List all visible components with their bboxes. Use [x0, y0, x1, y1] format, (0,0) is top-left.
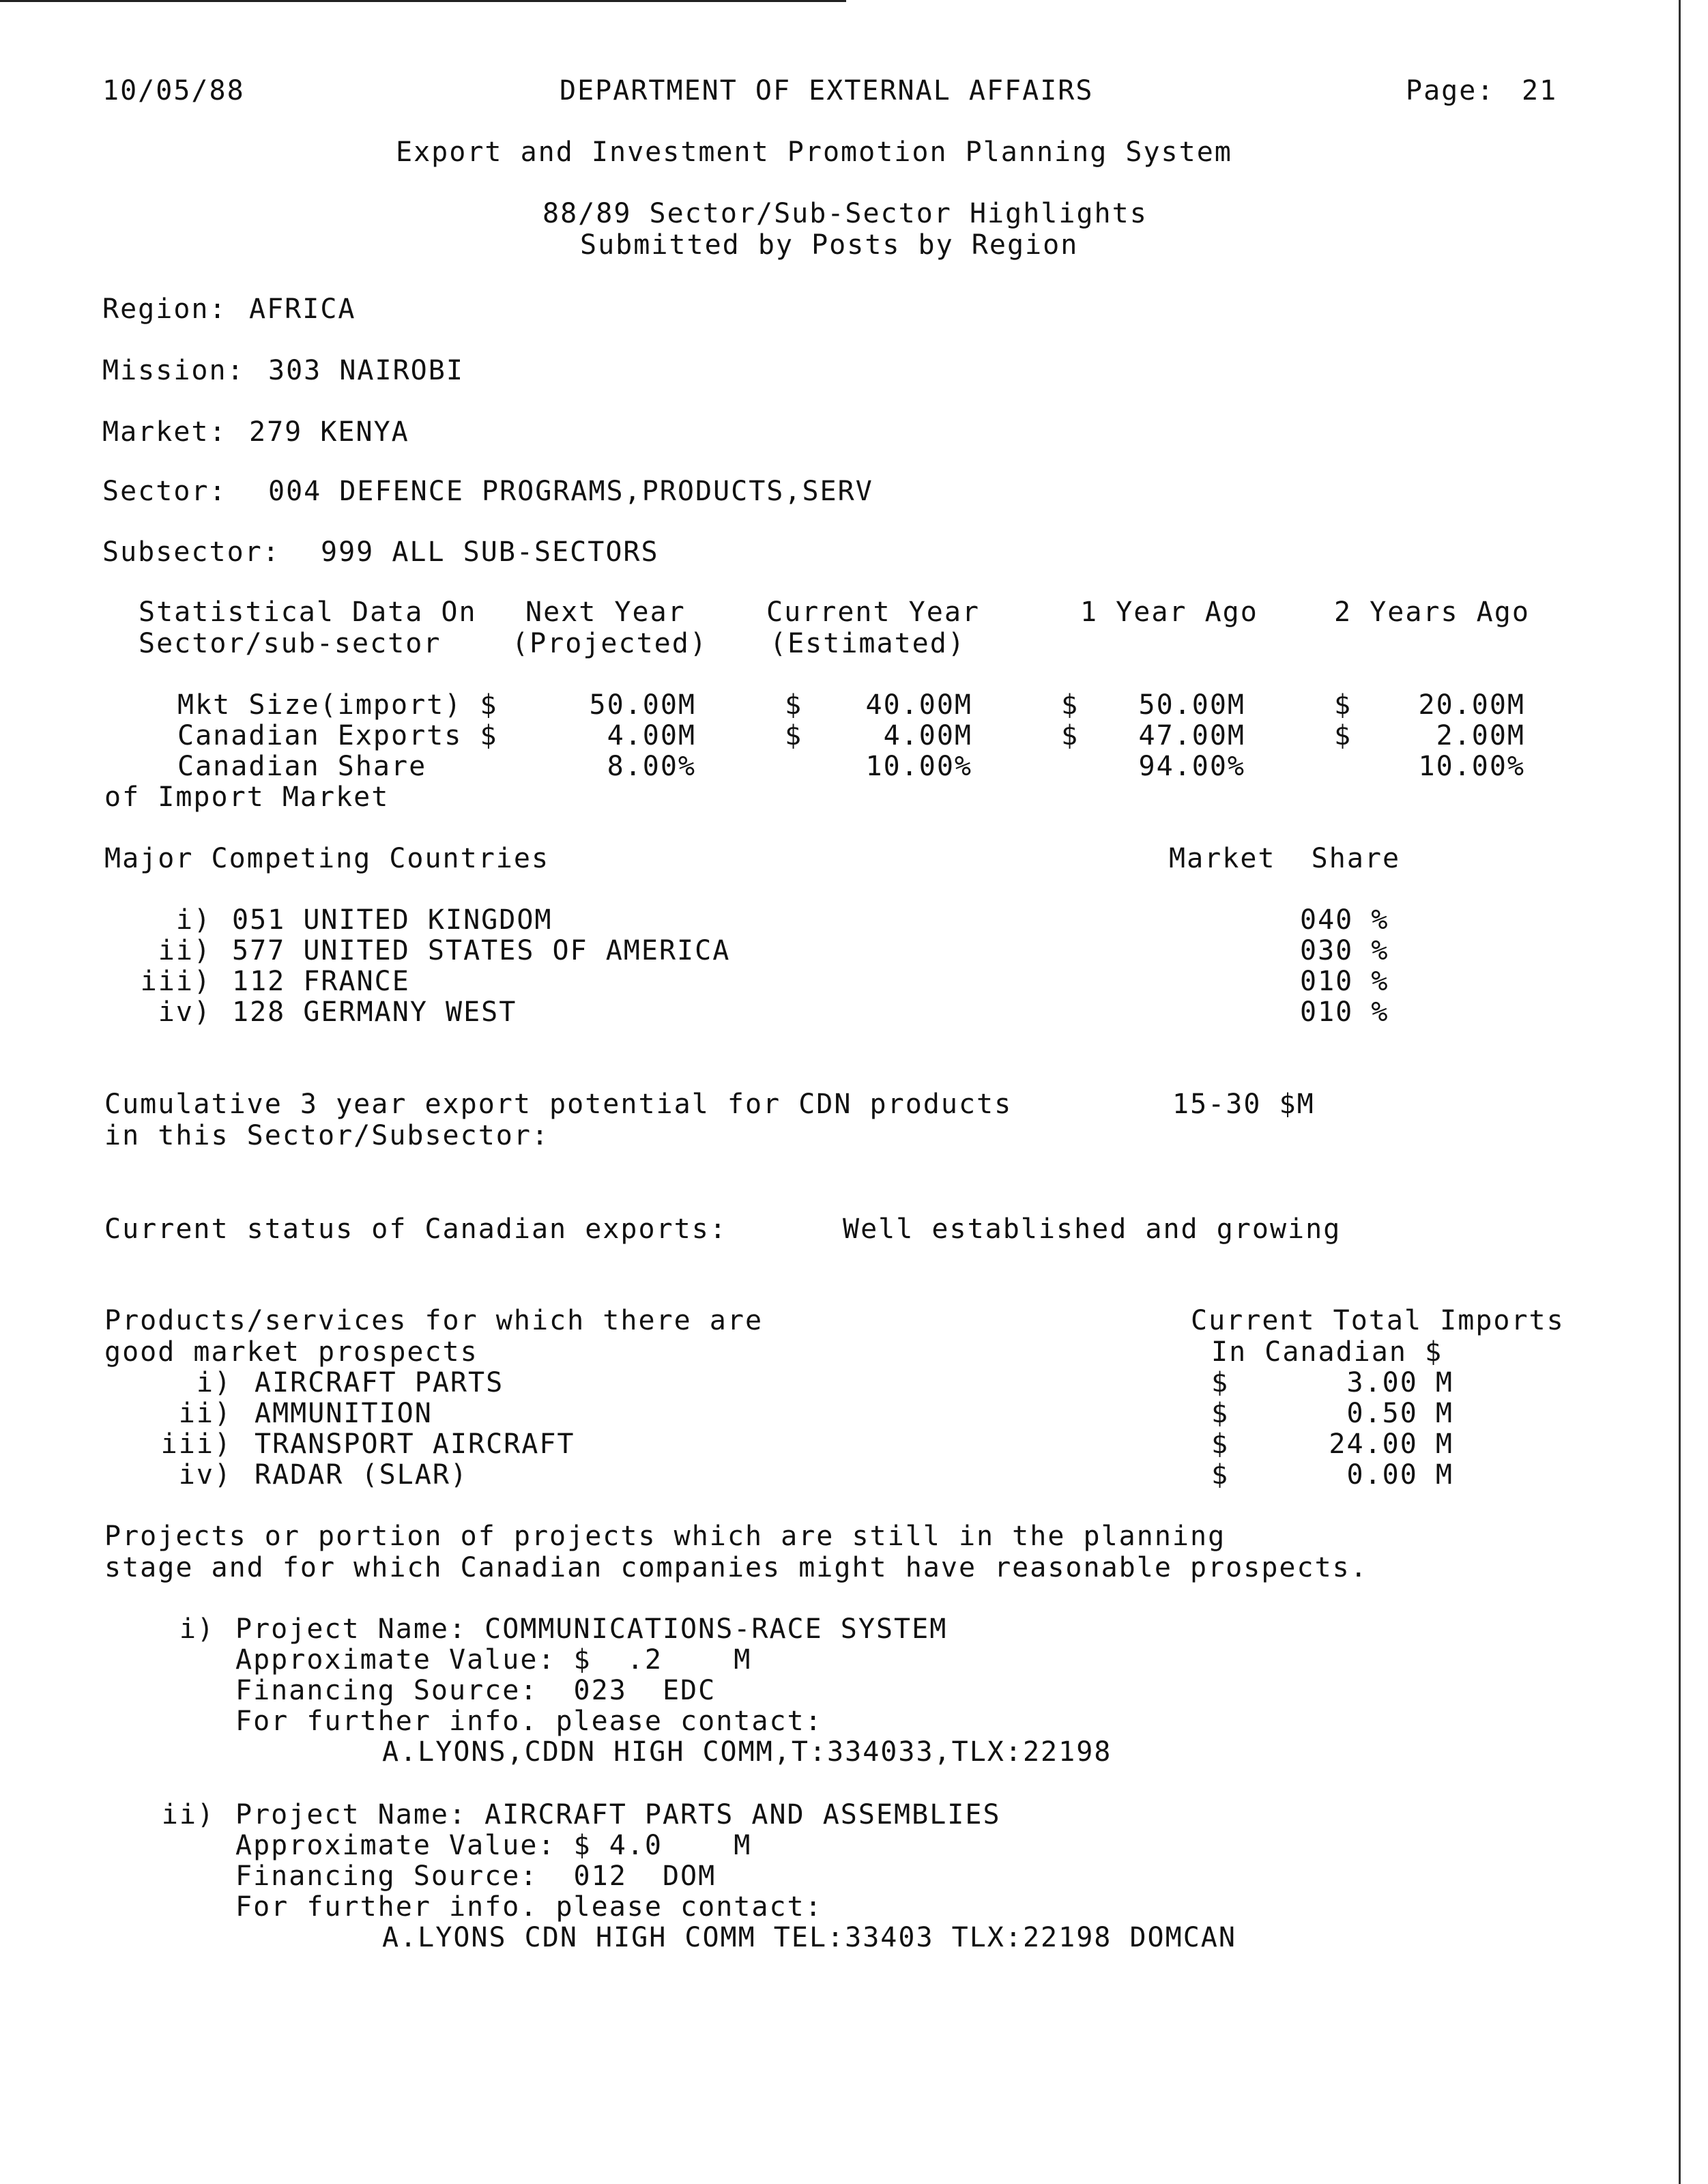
stats-cell-currency: $: [785, 689, 803, 721]
product-import-value: 3.00 M: [1346, 1367, 1453, 1398]
region-label: Region:: [102, 293, 227, 325]
product-number: iv): [178, 1459, 232, 1491]
stats-cell-currency: $: [1334, 689, 1352, 721]
product-currency: $: [1211, 1428, 1230, 1460]
export-potential-label-cont: in this Sector/Subsector:: [104, 1120, 550, 1151]
stats-cell-currency: $: [1334, 720, 1352, 751]
competitor-name: 112 FRANCE: [232, 966, 410, 997]
stats-cell-current-year: 4.00M: [883, 720, 972, 751]
stats-header-sector: Sector/sub-sector: [139, 628, 442, 659]
project-financing: Financing Source: 023 EDC: [235, 1675, 717, 1706]
competitor-share: 030 %: [1300, 935, 1389, 966]
imports-heading: Current Total Imports: [1191, 1305, 1565, 1336]
system-title: Export and Investment Promotion Planning System: [396, 136, 1232, 168]
stats-cell-current-year: 10.00%: [865, 751, 972, 782]
page-number: 21: [1522, 75, 1558, 106]
product-name: AIRCRAFT PARTS: [255, 1367, 504, 1398]
stats-header-estimated: (Estimated): [770, 628, 966, 659]
stats-cell-currency: $: [785, 720, 803, 751]
market-share-heading: Market Share: [1169, 843, 1401, 874]
subsector-label: Subsector:: [102, 536, 280, 568]
product-currency: $: [1211, 1367, 1230, 1398]
stats-header-1-year-ago: 1 Year Ago: [1080, 597, 1258, 628]
stats-row-label-continued: of Import Market: [104, 781, 390, 813]
stats-cell-next-year: 8.00%: [607, 751, 696, 782]
report-date: 10/05/88: [102, 75, 245, 106]
export-potential-label: Cumulative 3 year export potential for CDN products: [104, 1089, 1013, 1120]
stats-row-label: Canadian Share: [177, 751, 427, 782]
competitor-name: 128 GERMANY WEST: [232, 996, 517, 1028]
sector-value: 004 DEFENCE PROGRAMS,PRODUCTS,SERV: [268, 476, 873, 507]
stats-cell-next-year: 4.00M: [607, 720, 696, 751]
product-name: AMMUNITION: [255, 1398, 433, 1429]
product-import-value: 24.00 M: [1329, 1428, 1453, 1460]
market-label: Market:: [102, 416, 227, 448]
mission-label: Mission:: [102, 355, 245, 386]
project-contact: A.LYONS CDN HIGH COMM TEL:33403 TLX:22198 DOMCAN: [382, 1922, 1236, 1953]
stats-header-next-year: Next Year: [525, 597, 686, 628]
subsector-value: 999 ALL SUB-SECTORS: [321, 536, 659, 568]
products-heading: Products/services for which there are: [104, 1305, 764, 1336]
mission-value: 303 NAIROBI: [268, 355, 464, 386]
competitor-share: 040 %: [1300, 904, 1389, 936]
competitor-share: 010 %: [1300, 966, 1389, 997]
projects-intro: Projects or portion of projects which are still in the planning: [104, 1521, 1226, 1552]
project-name: Project Name: COMMUNICATIONS-RACE SYSTEM: [235, 1613, 948, 1645]
page-label: Page:: [1406, 75, 1495, 106]
stats-header-current-year: Current Year: [766, 597, 980, 628]
competitor-number: ii): [158, 935, 212, 966]
sector-label: Sector:: [102, 476, 227, 507]
stats-cell-currency: $: [1061, 720, 1080, 751]
product-import-value: 0.50 M: [1346, 1398, 1453, 1429]
region-value: AFRICA: [249, 293, 356, 325]
project-value: Approximate Value: $ 4.0 M: [235, 1830, 752, 1861]
competitors-heading: Major Competing Countries: [104, 843, 550, 874]
report-subtitle: Submitted by Posts by Region: [580, 229, 1079, 261]
stats-header-statistical: Statistical Data On: [139, 597, 477, 628]
export-status-value: Well established and growing: [843, 1213, 1342, 1245]
stats-cell-1-year-ago: 47.00M: [1138, 720, 1245, 751]
project-value: Approximate Value: $ .2 M: [235, 1644, 752, 1676]
project-number: i): [179, 1613, 215, 1645]
stats-cell-2-years-ago: 10.00%: [1418, 751, 1525, 782]
product-number: ii): [178, 1398, 232, 1429]
project-financing: Financing Source: 012 DOM: [235, 1860, 717, 1892]
imports-heading-cont: In Canadian $: [1211, 1336, 1443, 1368]
product-import-value: 0.00 M: [1346, 1459, 1453, 1491]
export-status-label: Current status of Canadian exports:: [104, 1213, 727, 1245]
stats-cell-2-years-ago: 2.00M: [1436, 720, 1525, 751]
report-title: 88/89 Sector/Sub-Sector Highlights: [542, 198, 1148, 229]
project-contact-label: For further info. please contact:: [235, 1891, 823, 1923]
market-value: 279 KENYA: [249, 416, 409, 448]
project-number: ii): [161, 1799, 215, 1830]
competitor-name: 577 UNITED STATES OF AMERICA: [232, 935, 731, 966]
project-contact-label: For further info. please contact:: [235, 1706, 823, 1737]
products-heading-cont: good market prospects: [104, 1336, 478, 1368]
competitor-number: iv): [158, 996, 212, 1028]
stats-cell-2-years-ago: 20.00M: [1418, 689, 1525, 721]
stats-cell-current-year: 40.00M: [865, 689, 972, 721]
stats-header-projected: (Projected): [512, 628, 708, 659]
stats-row-label: Mkt Size(import) $: [177, 689, 498, 721]
projects-intro-cont: stage and for which Canadian companies might have reasonable prospects.: [104, 1552, 1368, 1583]
competitor-name: 051 UNITED KINGDOM: [232, 904, 553, 936]
product-currency: $: [1211, 1459, 1230, 1491]
competitor-number: iii): [140, 966, 212, 997]
stats-cell-1-year-ago: 50.00M: [1138, 689, 1245, 721]
page-edge-right: [1679, 0, 1681, 2184]
stats-header-2-years-ago: 2 Years Ago: [1334, 597, 1530, 628]
stats-cell-next-year: 50.00M: [589, 689, 696, 721]
department-name: DEPARTMENT OF EXTERNAL AFFAIRS: [560, 75, 1094, 106]
product-currency: $: [1211, 1398, 1230, 1429]
product-name: RADAR (SLAR): [255, 1459, 468, 1491]
competitor-share: 010 %: [1300, 996, 1389, 1028]
stats-cell-currency: $: [1061, 689, 1080, 721]
export-potential-value: 15-30 $M: [1172, 1089, 1315, 1120]
stats-row-label: Canadian Exports $: [177, 720, 498, 751]
product-number: i): [196, 1367, 232, 1398]
project-name: Project Name: AIRCRAFT PARTS AND ASSEMBLIES: [235, 1799, 1001, 1830]
product-name: TRANSPORT AIRCRAFT: [255, 1428, 575, 1460]
product-number: iii): [160, 1428, 232, 1460]
competitor-number: i): [175, 904, 212, 936]
page-edge-top: [0, 0, 846, 2]
project-contact: A.LYONS,CDDN HIGH COMM,T:334033,TLX:22198: [382, 1736, 1112, 1768]
stats-cell-1-year-ago: 94.00%: [1138, 751, 1245, 782]
